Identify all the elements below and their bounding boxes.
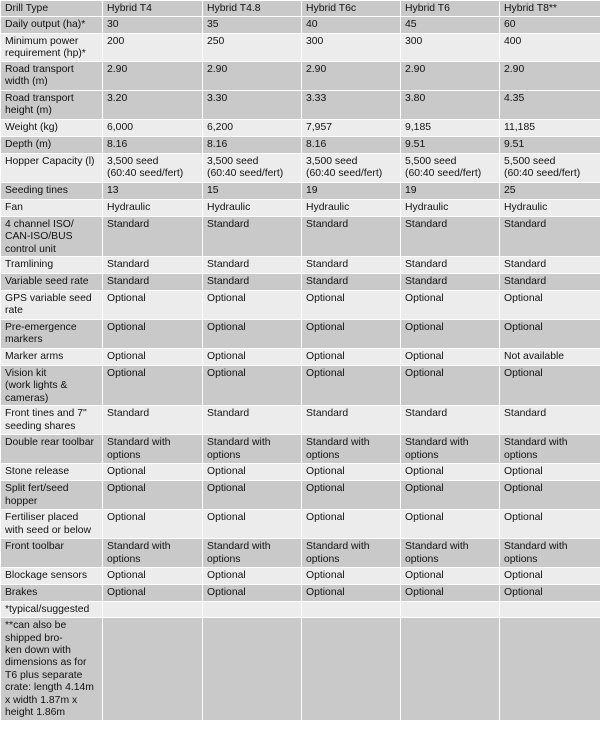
table-cell: Hydraulic [103,199,203,216]
table-cell: Optional [103,291,203,320]
table-row [1,406,600,435]
table-cell: Optional [302,585,401,602]
table-cell: Standard [500,406,600,435]
table-cell: Optional [401,568,500,585]
table-cell: Optional [203,585,302,602]
table-cell: Optional [500,366,600,406]
table-cell: Standard [103,274,203,291]
table-row [1,153,600,182]
table-cell: Standard [302,257,401,274]
table-cell: 5,500 seed (60:40 seed/fert) [401,153,500,182]
row-label: Hopper Capacity (l) [1,153,103,182]
table-cell: Optional [103,320,203,349]
table-cell: 3,500 seed (60:40 seed/fert) [302,153,401,182]
table-cell: Optional [500,320,600,349]
table-row [1,136,600,153]
table-cell: Optional [103,585,203,602]
empty-cell [203,618,302,720]
column-header-hybrid-t6c: Hybrid T6c [302,1,401,17]
table-cell: Hydraulic [302,199,401,216]
row-label: Fan [1,199,103,216]
table-cell: Optional [401,349,500,366]
column-header-hybrid-t4: Hybrid T4 [103,1,203,17]
empty-cell [302,618,401,720]
table-cell: 8.16 [203,136,302,153]
table-cell: Standard [103,406,203,435]
table-cell: Optional [302,320,401,349]
table-cell: Optional [103,464,203,481]
column-header-hybrid-t8: Hybrid T8** [500,1,600,17]
row-label: Brakes [1,585,103,602]
table-cell: Standard [500,274,600,291]
table-row [1,464,600,481]
row-label: Road transport width (m) [1,61,103,90]
table-cell: Optional [203,481,302,510]
table-row [1,61,600,90]
table-cell: 300 [302,34,401,62]
table-row [1,17,600,34]
table-cell: 2.90 [103,61,203,90]
table-cell: 9.51 [500,136,600,153]
row-label: Depth (m) [1,136,103,153]
table-cell: Standard [203,216,302,256]
table-cell: Optional [500,291,600,320]
table-cell: 2.90 [203,61,302,90]
table-cell: 2.90 [401,61,500,90]
table-row [1,199,600,216]
table-cell: Standard [203,257,302,274]
table-cell: 11,185 [500,119,600,136]
table-cell: Optional [203,568,302,585]
table-cell: 9,185 [401,119,500,136]
table-row [1,349,600,366]
table-cell: Optional [500,481,600,510]
table-row [1,320,600,349]
table-cell: Optional [302,481,401,510]
table-cell: 3.20 [103,90,203,119]
footnote-row [1,618,600,720]
table-row [1,481,600,510]
table-cell: Optional [500,568,600,585]
table-cell: 2.90 [302,61,401,90]
empty-cell [103,602,203,618]
header-row [1,1,600,17]
table-cell: Standard [203,406,302,435]
table-row [1,366,600,406]
row-label: 4 channel ISO/ CAN-ISO/BUS control unit [1,216,103,256]
table-cell: 19 [401,182,500,199]
row-label: Tramlining [1,257,103,274]
table-cell: Standard [103,216,203,256]
table-cell: Optional [203,510,302,539]
table-cell: 6,200 [203,119,302,136]
table-cell: Hydraulic [500,199,600,216]
table-cell: Optional [500,585,600,602]
table-cell: Optional [401,510,500,539]
table-cell: Optional [203,366,302,406]
table-cell: Standard with options [500,539,600,568]
table-cell: Optional [401,585,500,602]
table-cell: Standard with options [302,539,401,568]
table-cell: Standard [302,274,401,291]
table-cell: Optional [302,510,401,539]
table-cell: Optional [401,291,500,320]
table-cell: Optional [302,349,401,366]
table-cell: 400 [500,34,600,62]
table-cell: 4.35 [500,90,600,119]
table-cell: Standard [302,216,401,256]
table-cell: 8.16 [302,136,401,153]
table-cell: Standard [401,216,500,256]
table-cell: 40 [302,17,401,34]
table-cell: Standard [103,257,203,274]
row-label: Seeding tines [1,182,103,199]
table-cell: 3.80 [401,90,500,119]
row-label: Double rear toolbar [1,435,103,464]
table-cell: Optional [203,320,302,349]
table-row [1,510,600,539]
table-cell: Optional [203,291,302,320]
row-label: Pre-emergence markers [1,320,103,349]
table-cell: Standard [401,274,500,291]
table-row [1,274,600,291]
row-label: Blockage sensors [1,568,103,585]
table-cell: Standard [500,216,600,256]
table-cell: 19 [302,182,401,199]
table-row [1,257,600,274]
table-row [1,182,600,199]
table-cell: Optional [103,481,203,510]
column-header-hybrid-t4-8: Hybrid T4.8 [203,1,302,17]
table-cell: 3,500 seed (60:40 seed/fert) [203,153,302,182]
table-cell: Optional [302,291,401,320]
table-cell: Optional [103,366,203,406]
table-cell: Optional [103,568,203,585]
row-label: Marker arms [1,349,103,366]
empty-cell [500,618,600,720]
footnote-shipping: **can also be shipped bro- ken down with dimensions as for T6 plus separate crate: length 4.14m x width 1.87m x height 1.86m [1,618,103,720]
table-cell: Standard with options [500,435,600,464]
table-row [1,539,600,568]
table-cell: 3.30 [203,90,302,119]
table-cell: Standard with options [203,539,302,568]
table-cell: Optional [401,464,500,481]
table-cell: 3.33 [302,90,401,119]
table-cell: 9.51 [401,136,500,153]
table-cell: Standard with options [401,539,500,568]
table-cell: Not available [500,349,600,366]
table-cell: Optional [103,349,203,366]
table-cell: Optional [302,568,401,585]
row-label: GPS variable seed rate [1,291,103,320]
table-cell: Standard [203,274,302,291]
table-row [1,291,600,320]
row-label: Road transport height (m) [1,90,103,119]
row-label: Fertiliser placed with seed or below [1,510,103,539]
table-cell: Optional [302,464,401,481]
table-cell: Optional [401,366,500,406]
empty-cell [401,602,500,618]
table-cell: Optional [500,510,600,539]
footnote-typical: *typical/suggested [1,602,103,618]
table-row [1,216,600,256]
table-cell: 60 [500,17,600,34]
row-label: Split fert/seed hopper [1,481,103,510]
empty-cell [401,618,500,720]
table-row [1,435,600,464]
table-cell: Optional [500,464,600,481]
table-cell: Standard with options [103,435,203,464]
table-cell: 5,500 seed (60:40 seed/fert) [500,153,600,182]
table-cell: 2.90 [500,61,600,90]
table-cell: Standard with options [302,435,401,464]
spec-table-body [1,1,600,721]
table-cell: Optional [401,320,500,349]
empty-cell [302,602,401,618]
table-cell: 35 [203,17,302,34]
table-cell: 200 [103,34,203,62]
row-label: Vision kit (work lights & cameras) [1,366,103,406]
table-cell: Standard with options [103,539,203,568]
table-cell: Optional [401,481,500,510]
row-label: Minimum power requirement (hp)* [1,34,103,62]
table-cell: Hydraulic [401,199,500,216]
table-cell: 300 [401,34,500,62]
table-row [1,34,600,62]
row-label: Variable seed rate [1,274,103,291]
table-row [1,585,600,602]
column-header-drill-type: Drill Type [1,1,103,17]
table-cell: Standard with options [401,435,500,464]
column-header-hybrid-t6: Hybrid T6 [401,1,500,17]
row-label: Weight (kg) [1,119,103,136]
table-cell: 7,957 [302,119,401,136]
table-row [1,119,600,136]
table-cell: Standard with options [203,435,302,464]
row-label: Daily output (ha)* [1,17,103,34]
table-cell: 13 [103,182,203,199]
empty-cell [103,618,203,720]
table-cell: Standard [500,257,600,274]
table-cell: 3,500 seed (60:40 seed/fert) [103,153,203,182]
table-cell: Optional [203,349,302,366]
row-label: Front tines and 7" seeding shares [1,406,103,435]
table-cell: 30 [103,17,203,34]
table-cell: 45 [401,17,500,34]
table-cell: Optional [302,366,401,406]
table-cell: 8.16 [103,136,203,153]
table-row [1,568,600,585]
footnote-row [1,602,600,618]
table-cell: Standard [302,406,401,435]
table-cell: 250 [203,34,302,62]
row-label: Front toolbar [1,539,103,568]
table-cell: Standard [401,257,500,274]
table-row [1,90,600,119]
table-cell: Hydraulic [203,199,302,216]
empty-cell [500,602,600,618]
table-cell: Standard [401,406,500,435]
table-cell: 6,000 [103,119,203,136]
empty-cell [203,602,302,618]
table-cell: Optional [103,510,203,539]
table-cell: Optional [203,464,302,481]
table-cell: 25 [500,182,600,199]
table-cell: 15 [203,182,302,199]
row-label: Stone release [1,464,103,481]
